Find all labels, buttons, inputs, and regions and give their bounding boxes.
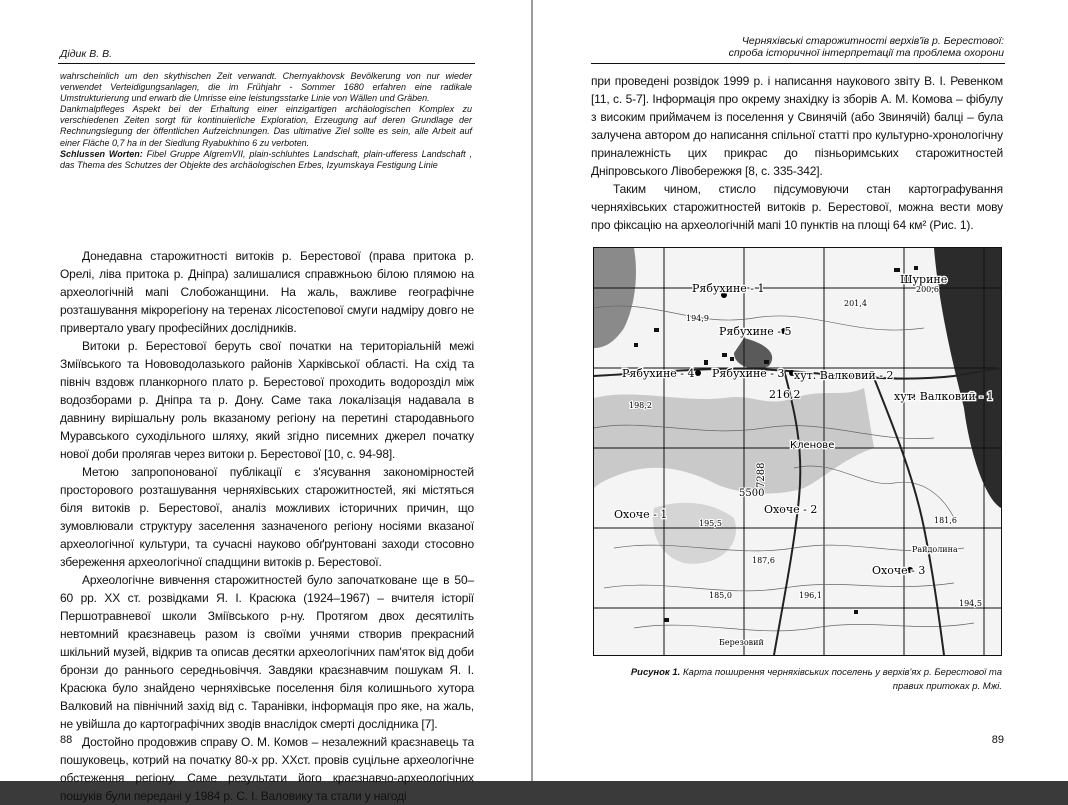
abstract-paragraph: wahrscheinlich um den skythischen Zeit verwandt. Chernyakhovsk Bevölkerung von nur wieder verwendet Verteidigungsanlagen, die im Frühjahr - Sommer 1680 erfahren eine radikale Umstrukturierung und erwarb die Umrisse eine leistungsstarke Linie von Wällen und Gräben. xyxy=(60,71,472,104)
map-number: 194,5 xyxy=(959,599,982,608)
map-number: 7288 xyxy=(756,462,767,488)
figure-caption xyxy=(600,666,1002,694)
keywords-label: Schlussen Worten: xyxy=(60,148,143,159)
map-number: 187,6 xyxy=(752,556,775,565)
page-number: 89 xyxy=(991,734,1004,746)
left-body-text xyxy=(60,247,474,805)
figure-map xyxy=(593,247,1002,656)
body-paragraph: при проведені розвідок 1999 р. і написання наукового звіту В. І. Ревенком [11, с. 5-7]. Інформація про окрему знахідку із зборів А. М. Комова – фібулу з високим приймачем із поселення у Свинячій (або Звинячій) балці – була залучена автором до написання спільної статті про культурно-хронологічну приналежність цих прикрас до пізньоримських старожитностей Дніпровського Лівобережжя [8, с. 335-342]. xyxy=(591,74,1003,178)
map-label: хут. Валковий - 1 xyxy=(894,390,994,403)
map-number: 198,2 xyxy=(629,401,652,410)
map-number: 196,1 xyxy=(799,591,822,600)
map-number: 181,6 xyxy=(934,516,957,525)
header-rule xyxy=(58,63,475,64)
caption-text: Карта поширення черняхівських поселень у верхів'ях р. Берестової та правих притоках р. Мжі. xyxy=(682,667,1002,692)
running-head-title xyxy=(729,35,1004,59)
map-label: Охоче - 3 xyxy=(872,564,926,577)
map-label: Шурине xyxy=(900,273,948,286)
abstract xyxy=(60,71,472,171)
map-label: Березовий xyxy=(719,638,764,647)
map-number: 5500 xyxy=(739,488,765,499)
map-label: Райдолина xyxy=(912,545,958,554)
body-paragraph: Таким чином, стисло підсумовуючи стан картографування черняхівських старожитностей витоків р. Берестової, можна вести мову про фіксацію на археологічній мапі 10 пунктів на площі 64 км² (Рис. 1). xyxy=(591,182,1003,232)
map-number: 185,0 xyxy=(709,591,732,600)
map-label: Рябухине - 1 xyxy=(692,282,765,295)
map-number: 201,4 xyxy=(844,299,867,308)
map-number: 200,6 xyxy=(916,285,939,294)
running-head-line: спроба історичної інтерпретації та проблема охорони xyxy=(728,47,1004,59)
abstract-paragraph: Dankmalpfleges Aspekt bei der Erhaltung einer einzigartigen archäologischen Komplex zu verschiedenen Zeiten sorgt für kontinuierliche Exploration, Erzeugung auf deren Grundlage der Rechnungslegung der öffentlichen Aufzeichnungen. Das ultimative Ziel sollte es sein, alle Arbeit auf einer Fläche 0,7 ha in der Siedlung Ryabukhino 6 zu verboten. xyxy=(60,104,472,148)
map-label: хут. Валковий - 2 xyxy=(794,369,894,382)
left-page xyxy=(0,0,531,803)
map-number: 216,2 xyxy=(769,388,801,401)
body-paragraph: Метою запропонованої публікації є з'ясування закономірностей просторового розташування черняхівських старожитностей, які містяться біля витоків р. Берестової, аналіз можливих історичних причин, що зумовлювали структуру заселення зазначеного регіону носіями вказаної археологічної культури, та сучасні науково обґрунтовані заходи стосовно збереження археологічної спадщини витоків р. Берестової. xyxy=(60,465,474,569)
map-label: Кленове xyxy=(790,440,835,451)
body-paragraph: Донедавна старожитності витоків р. Берестової (права притока р. Орелі, ліва притока р. Дніпра) залишалися справжньою білою плямою на археологічній мапі Слобожанщини. На жаль, важливе географічне розташування мікрорегіону на теренах лісостепової смуги надміру довго не привертало увагу професійних дослідників. xyxy=(60,249,474,335)
running-head-line: Черняхівські старожитності верхів'їв р. Берестової: xyxy=(741,35,1004,47)
body-paragraph: Витоки р. Берестової беруть свої початки на територіальній межі Зміївського та Нововодолазького районів Харківської області. На схід та північ вздовж планкорного плато р. Берестової проходить водороздiл між водозборами р. Дніпра та р. Дону. Саме така локалізація надавала в давнину вирішальну роль вказаному регіону на перетині стародавнього Муравського суходільного шляху, який згідно писемних джерел початку нової доби пролягав через витоки р. Берестової [10, с. 94-98]. xyxy=(60,339,474,461)
body-paragraph: Археологічне вивчення старожитностей було започатковане ще в 50–60 рр. ХХ ст. розвідками Я. І. Красюка (1924–1967) – вчителя історії Першотравневої школи Зміївського р-ну. Протягом двох десятиліть невтомний краєзнавець разом із своїми учнями створив прекрасний шкільний музей, відкрив та описав десятки археологічних пам'яток від доби бронзи до раннього середньовіччя. Завдяки краєзнавчим пошукам Я. І. Красюка було знайдено черняхівське поселення біля колишнього хутора Валковий на північний захід від с. Таранівки, інформація про яке, на жаль, не увійшла до картографічних зводів внаслідок смерті дослідника [7]. xyxy=(60,573,474,731)
caption-label: Рисунок 1. xyxy=(630,667,681,678)
map-shaded-area xyxy=(594,248,636,348)
map-label: Рябухине - 5 xyxy=(719,325,792,338)
map-number: 194,9 xyxy=(686,314,709,323)
right-body-text xyxy=(591,72,1003,234)
keywords xyxy=(60,149,472,171)
body-paragraph: Достойно продовжив справу О. М. Комов – незалежний краєзнавець та пошуковець, котрий на початку 80-х рр. ХХст. провів суцільне археологічне обстеження регіону. Саме результати його краєзнавчо-археологічних пошуків були передані у 1984 р. С. І. Валовику та стали у нагоді xyxy=(60,735,474,803)
keywords-text: Fibel Gruppe AlgremVII, plain-schluhtes Landschaft, plain-ufferess Landschaft , das Thema des Schutzes der Objekte des archäologischen Erbes, Izyumskaya Festigung Linie xyxy=(60,148,472,170)
map-shaded-area xyxy=(734,338,772,369)
map-label: Рябухине - 4 xyxy=(622,367,695,380)
map-label: Охоче - 1 xyxy=(614,508,668,521)
running-head-author: Дідик В. В. xyxy=(60,48,113,60)
map-label: Рябухине - 3 xyxy=(712,367,785,380)
map-label: Охоче - 2 xyxy=(764,503,818,516)
header-rule xyxy=(591,63,1005,64)
map-number: 195,5 xyxy=(699,519,722,528)
page-number: 88 xyxy=(60,734,73,746)
